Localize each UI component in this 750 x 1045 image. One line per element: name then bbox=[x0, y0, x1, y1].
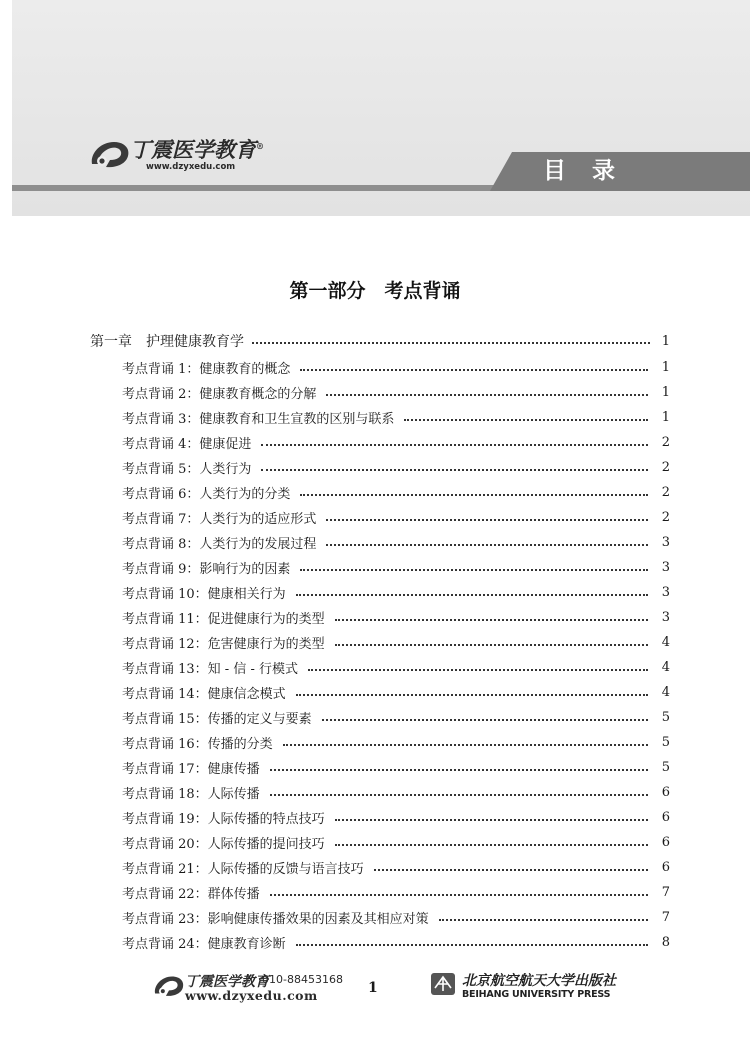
toc-entry[interactable] bbox=[122, 480, 670, 505]
toc-entry-label: 考点背诵 21：人际传播的反馈与语言技巧 bbox=[122, 862, 364, 877]
toc-entry-label: 考点背诵 19：人际传播的特点技巧 bbox=[122, 812, 325, 827]
toc-entry-page-number: 5 bbox=[661, 735, 670, 750]
dot-leader bbox=[283, 744, 648, 746]
logo-url: www.dzyxedu.com bbox=[146, 162, 236, 172]
toc-entry-label: 考点背诵 17：健康传播 bbox=[122, 762, 260, 777]
toc-entry-label: 考点背诵 24：健康教育诊断 bbox=[122, 937, 286, 952]
publisher-name-en: BEIHANG UNIVERSITY PRESS bbox=[462, 989, 611, 1000]
dot-leader bbox=[300, 569, 648, 571]
toc-entry-page-number: 2 bbox=[661, 510, 670, 525]
dot-leader bbox=[322, 719, 648, 721]
toc-entry-page-number: 4 bbox=[661, 635, 670, 650]
footer-page-number: 1 bbox=[368, 980, 378, 996]
toc-entry-page-number: 5 bbox=[661, 710, 670, 725]
toc-entry[interactable] bbox=[122, 780, 670, 805]
toc-entry-page-number: 8 bbox=[661, 935, 670, 950]
toc-entry[interactable] bbox=[122, 555, 670, 580]
toc-entry-label: 考点背诵 11：促进健康行为的类型 bbox=[122, 612, 325, 627]
toc-entry-page-number: 3 bbox=[661, 585, 670, 600]
dot-leader bbox=[308, 669, 648, 671]
toc-entry[interactable] bbox=[122, 880, 670, 905]
toc-entry-label: 考点背诵 16：传播的分类 bbox=[122, 737, 273, 752]
dot-leader bbox=[296, 594, 648, 596]
toc-entry[interactable] bbox=[122, 755, 670, 780]
dot-leader bbox=[300, 369, 648, 371]
toc-entry-label: 考点背诵 12：危害健康行为的类型 bbox=[122, 637, 325, 652]
dot-leader bbox=[296, 944, 648, 946]
publisher-logo-icon bbox=[430, 972, 456, 996]
toc-entry[interactable] bbox=[122, 805, 670, 830]
page-footer bbox=[0, 968, 750, 1008]
toc-entry-page-number: 1 bbox=[661, 385, 670, 400]
toc-entry-label: 考点背诵 2：健康教育概念的分解 bbox=[122, 387, 317, 402]
dot-leader bbox=[326, 544, 648, 546]
dot-leader bbox=[270, 894, 648, 896]
dot-leader bbox=[261, 469, 648, 471]
toc-entry-page-number: 2 bbox=[661, 485, 670, 500]
toc-entry-page-number: 1 bbox=[661, 410, 670, 425]
dot-leader bbox=[439, 919, 648, 921]
chapter-label: 第一章 护理健康教育学 bbox=[90, 334, 244, 350]
toc-entry-page-number: 2 bbox=[661, 435, 670, 450]
toc-entry[interactable] bbox=[122, 580, 670, 605]
dot-leader bbox=[326, 394, 648, 396]
toc-chapter-row[interactable] bbox=[90, 330, 670, 352]
toc-entry-page-number: 2 bbox=[661, 460, 670, 475]
toc-entry[interactable] bbox=[122, 655, 670, 680]
toc-entry[interactable] bbox=[122, 430, 670, 455]
dot-leader bbox=[270, 769, 648, 771]
toc-entry-label: 考点背诵 7：人类行为的适应形式 bbox=[122, 512, 317, 527]
dot-leader bbox=[404, 419, 648, 421]
toc-entry-label: 考点背诵 10：健康相关行为 bbox=[122, 587, 286, 602]
toc-tab-title: 目录 bbox=[543, 158, 641, 184]
toc-entry-label: 考点背诵 1：健康教育的概念 bbox=[122, 362, 291, 377]
toc-entry[interactable] bbox=[122, 680, 670, 705]
toc-entry-label: 考点背诵 5：人类行为 bbox=[122, 462, 252, 477]
publisher-name-cn: 北京航空航天大学出版社 bbox=[462, 973, 616, 989]
footer-url[interactable]: www.dzyxedu.com bbox=[185, 988, 318, 1003]
toc-entry-page-number: 3 bbox=[661, 560, 670, 575]
toc-entry[interactable] bbox=[122, 730, 670, 755]
toc-entry-page-number: 1 bbox=[661, 360, 670, 375]
toc-entry[interactable] bbox=[122, 830, 670, 855]
toc-entry-label: 考点背诵 14：健康信念模式 bbox=[122, 687, 286, 702]
toc-entry-page-number: 6 bbox=[661, 810, 670, 825]
toc-entry[interactable] bbox=[122, 855, 670, 880]
dot-leader bbox=[252, 342, 650, 344]
toc-entry[interactable] bbox=[122, 605, 670, 630]
toc-entry-label: 考点背诵 8：人类行为的发展过程 bbox=[122, 537, 317, 552]
toc-entry-label: 考点背诵 18：人际传播 bbox=[122, 787, 260, 802]
toc-entry-page-number: 4 bbox=[661, 685, 670, 700]
toc-entry-label: 考点背诵 15：传播的定义与要素 bbox=[122, 712, 312, 727]
dz-logo-icon bbox=[152, 970, 186, 1000]
toc-entry[interactable] bbox=[122, 630, 670, 655]
toc-entry-label: 考点背诵 4：健康促进 bbox=[122, 437, 252, 452]
toc-entry[interactable] bbox=[122, 905, 670, 930]
toc-entry-page-number: 6 bbox=[661, 835, 670, 850]
footer-phone: 010-88453168 bbox=[262, 973, 343, 986]
toc-entry[interactable] bbox=[122, 705, 670, 730]
toc-entry-page-number: 7 bbox=[661, 910, 670, 925]
toc-entry-label: 考点背诵 23：影响健康传播效果的因素及其相应对策 bbox=[122, 912, 429, 927]
toc-entry-page-number: 7 bbox=[661, 885, 670, 900]
dz-logo-icon bbox=[88, 134, 132, 172]
toc-entry[interactable] bbox=[122, 930, 670, 955]
toc-entry-label: 考点背诵 13：知 - 信 - 行模式 bbox=[122, 662, 298, 677]
toc-entry[interactable] bbox=[122, 355, 670, 380]
dot-leader bbox=[335, 619, 648, 621]
dot-leader bbox=[296, 694, 648, 696]
toc-entry-label: 考点背诵 22：群体传播 bbox=[122, 887, 260, 902]
dot-leader bbox=[300, 494, 648, 496]
dot-leader bbox=[261, 444, 648, 446]
toc-entry-label: 考点背诵 20：人际传播的提问技巧 bbox=[122, 837, 325, 852]
dot-leader bbox=[326, 519, 648, 521]
logo-name: 丁震医学教育® bbox=[130, 137, 264, 162]
toc-entry[interactable] bbox=[122, 455, 670, 480]
toc-entry-page-number: 3 bbox=[661, 535, 670, 550]
toc-entry[interactable] bbox=[122, 405, 670, 430]
toc-entry-page-number: 3 bbox=[661, 610, 670, 625]
toc-entry[interactable] bbox=[122, 380, 670, 405]
toc-entry-page-number: 6 bbox=[661, 785, 670, 800]
dot-leader bbox=[335, 819, 648, 821]
toc-entry[interactable] bbox=[122, 530, 670, 555]
dot-leader bbox=[335, 644, 648, 646]
toc-entry-page-number: 4 bbox=[661, 660, 670, 675]
toc-entry-list bbox=[122, 355, 670, 955]
toc-entry[interactable] bbox=[122, 505, 670, 530]
toc-entry-page-number: 5 bbox=[661, 760, 670, 775]
brand-logo bbox=[88, 130, 264, 180]
toc-entry-label: 考点背诵 9：影响行为的因素 bbox=[122, 562, 291, 577]
part-title: 第一部分 考点背诵 bbox=[289, 280, 461, 302]
toc-entry-page-number: 6 bbox=[661, 860, 670, 875]
toc-entry-label: 考点背诵 6：人类行为的分类 bbox=[122, 487, 291, 502]
dot-leader bbox=[374, 869, 648, 871]
toc-entry-label: 考点背诵 3：健康教育和卫生宣教的区别与联系 bbox=[122, 412, 395, 427]
footer-logo-name: 丁震医学教育 bbox=[185, 974, 269, 990]
dot-leader bbox=[270, 794, 648, 796]
dot-leader bbox=[335, 844, 648, 846]
chapter-page-number: 1 bbox=[661, 333, 670, 349]
